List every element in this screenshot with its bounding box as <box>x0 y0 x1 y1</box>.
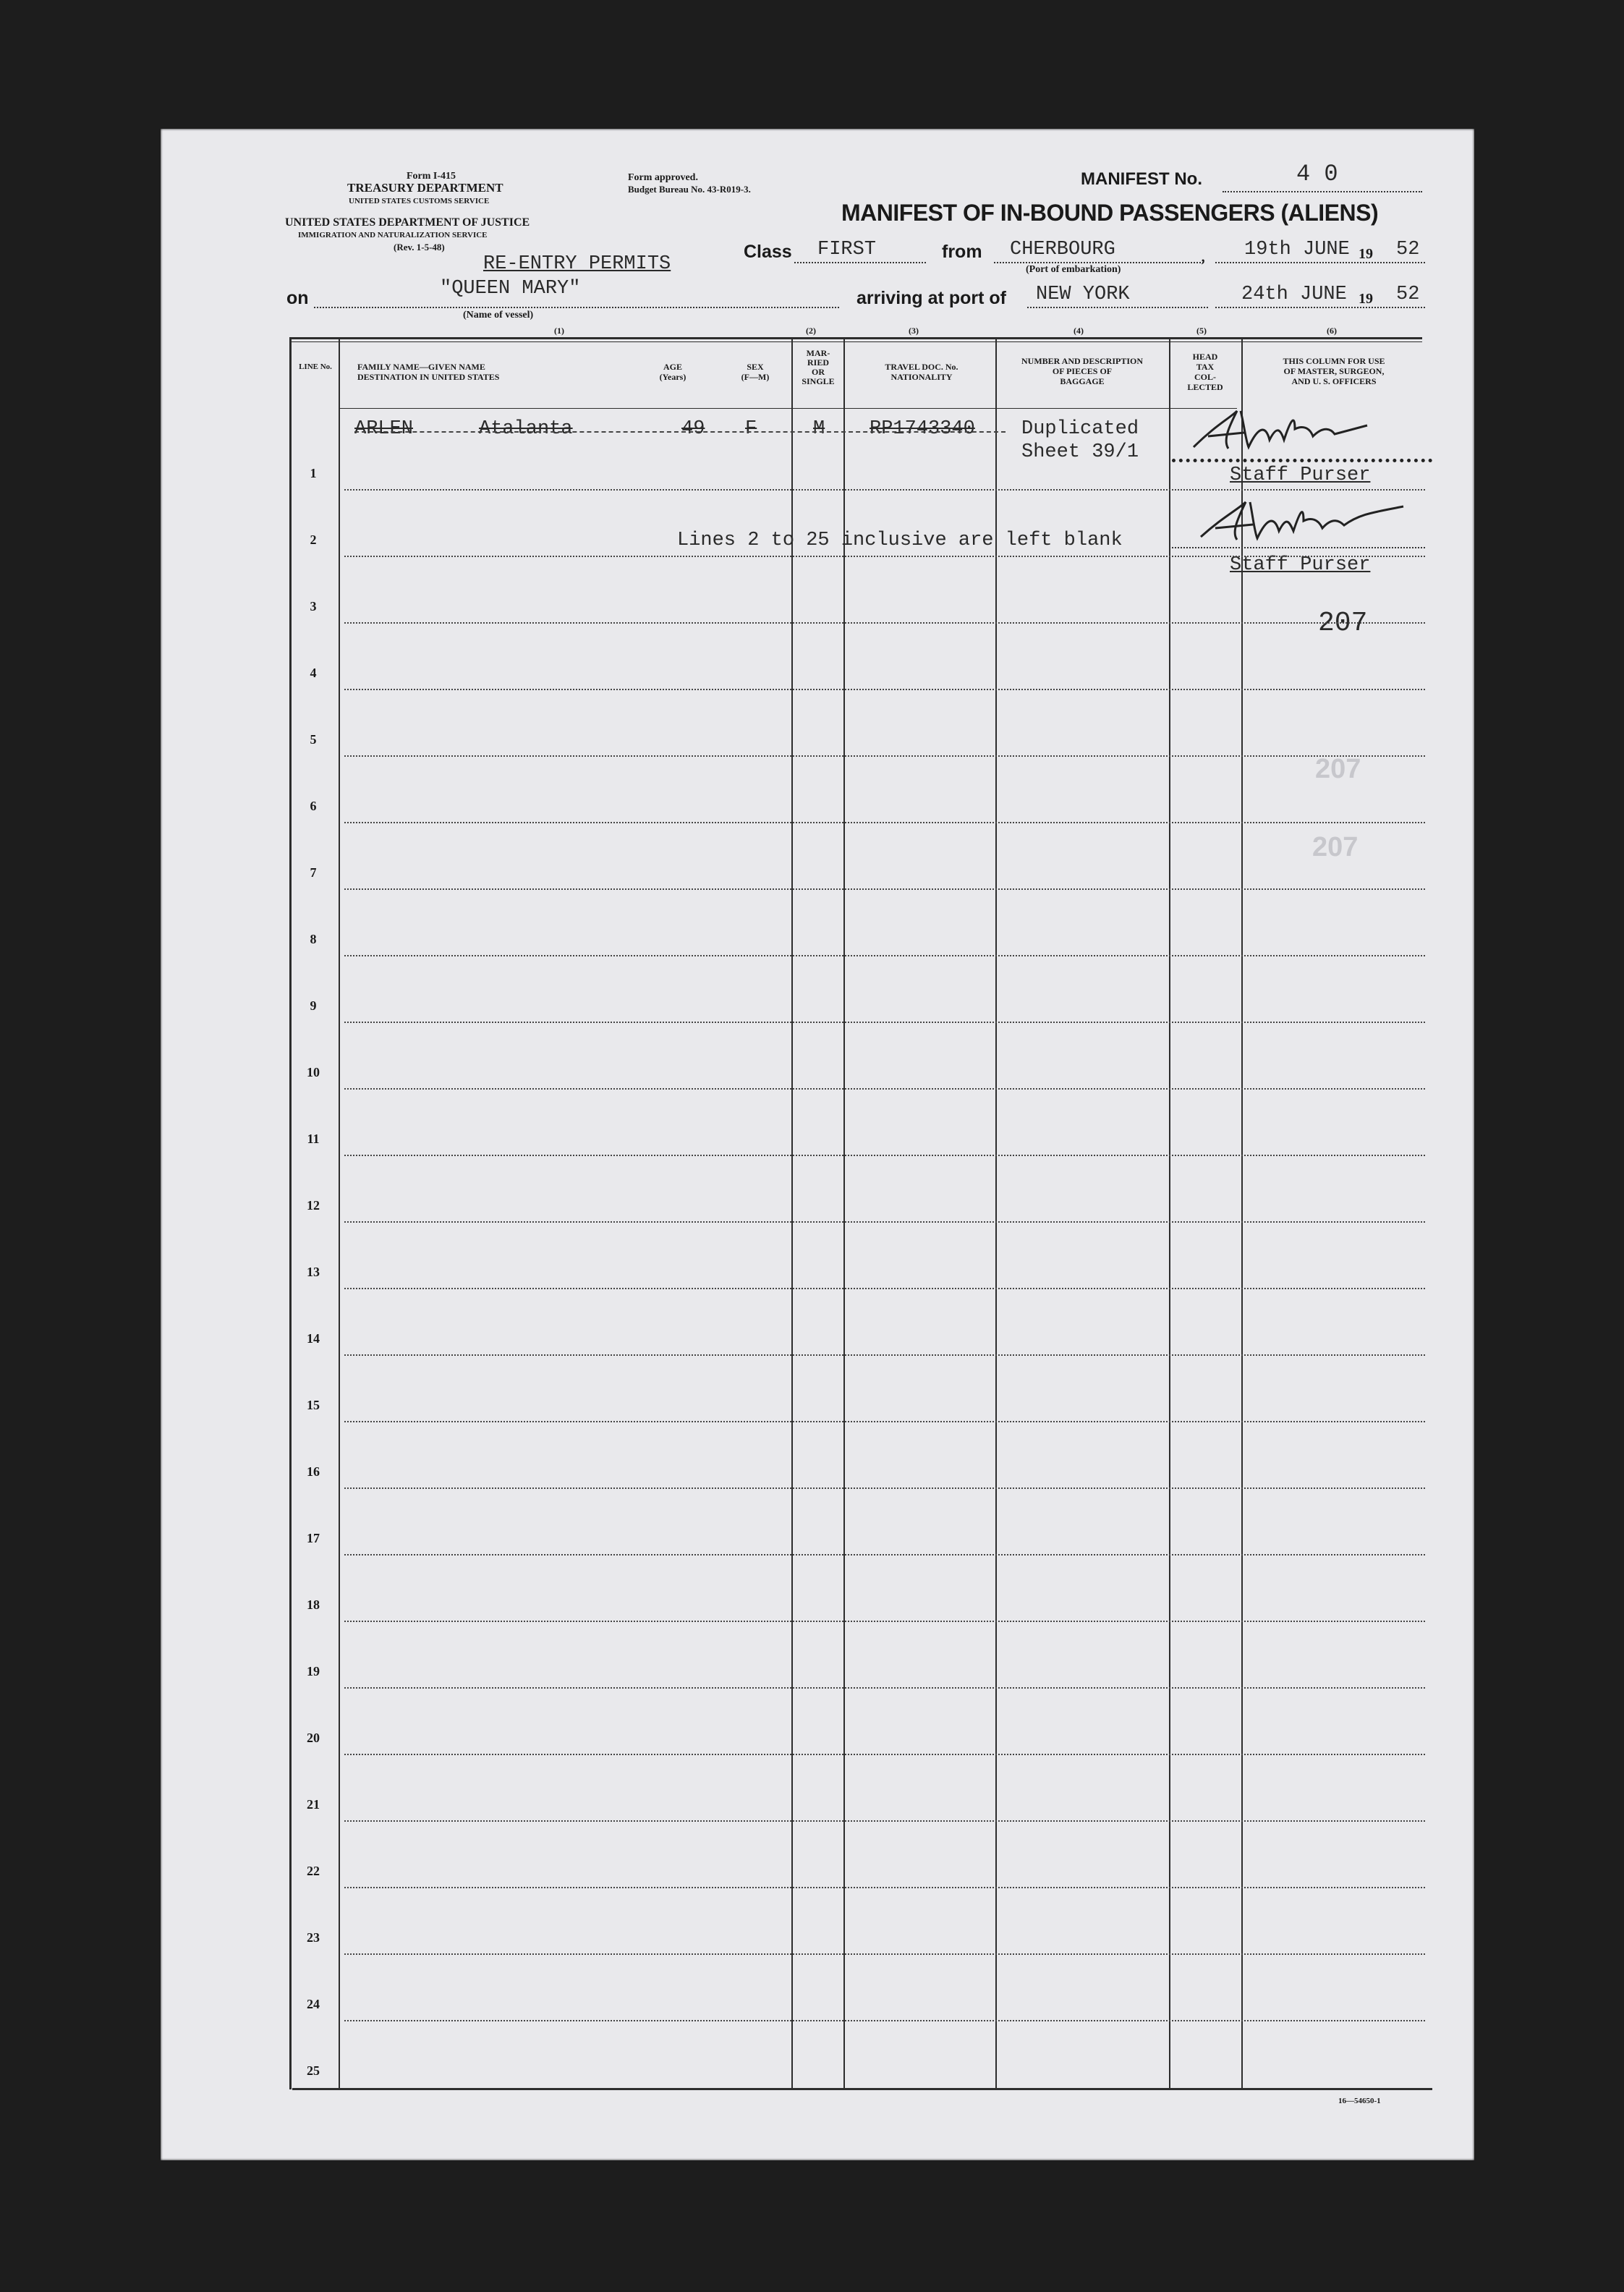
vessel-caption: (Name of vessel) <box>463 310 534 321</box>
line-number: 6 <box>310 799 317 813</box>
agency-customs: UNITED STATES CUSTOMS SERVICE <box>349 197 490 205</box>
line-number: 24 <box>307 1997 320 2011</box>
header-name: FAMILY NAME—GIVEN NAME DESTINATION IN UNITED STATES <box>357 362 500 382</box>
entry-given-name: Atalanta <box>479 418 573 440</box>
header-travel-doc: TRAVEL DOC. No. NATIONALITY <box>885 362 958 382</box>
line-number: 20 <box>307 1731 320 1745</box>
line-number: 17 <box>307 1531 320 1545</box>
blank-lines-note: Lines 2 to 25 inclusive are left blank <box>677 530 1123 551</box>
staff-purser-2: Staff Purser <box>1230 554 1371 576</box>
table-top-border <box>289 337 1422 339</box>
depart-year: 52 <box>1396 239 1420 260</box>
line-number: 2 <box>310 532 317 547</box>
line-number: 13 <box>307 1265 320 1279</box>
line-number: 16 <box>307 1464 320 1479</box>
approval-line-2: Budget Bureau No. 43-R019-3. <box>628 184 751 195</box>
column-number-2: (2) <box>806 326 816 336</box>
row-dotted-line <box>344 822 1425 823</box>
arriving-label: arriving at port of <box>856 288 1006 308</box>
divider-headtax <box>1241 337 1243 2089</box>
row-dotted-line <box>344 1887 1425 1888</box>
column-number-3: (3) <box>909 326 919 336</box>
approval-line-1: Form approved. <box>628 172 698 183</box>
row-dotted-line <box>344 1487 1425 1489</box>
row-dotted-line <box>344 1621 1425 1622</box>
form-revision: (Rev. 1-5-48) <box>394 242 445 252</box>
row-dotted-line <box>344 1820 1425 1822</box>
arrival-date: 24th JUNE <box>1241 284 1347 305</box>
row-dotted-line <box>344 1354 1425 1356</box>
row-dotted-line <box>344 955 1425 956</box>
row-dotted-line <box>344 1022 1425 1023</box>
row-dotted-line <box>344 622 1425 624</box>
form-id: Form I-415 <box>407 171 456 182</box>
class-label: Class <box>744 242 792 262</box>
on-label: on <box>286 288 309 308</box>
row-dotted-line <box>344 1953 1425 1955</box>
table-bottom-border <box>292 2088 1432 2090</box>
line-number: 9 <box>310 998 317 1013</box>
row-dotted-line <box>344 1754 1425 1755</box>
column-number-1: (1) <box>554 326 564 336</box>
table-top-border-inner <box>289 341 1422 342</box>
header-sex: SEX (F—M) <box>741 362 770 382</box>
entry-age: 49 <box>681 418 705 440</box>
column-number-4: (4) <box>1074 326 1084 336</box>
line-number: 22 <box>307 1864 320 1878</box>
manifest-no-label: MANIFEST No. <box>1081 169 1202 189</box>
arrival-port: NEW YORK <box>1036 284 1130 305</box>
row-dotted-line <box>344 556 1425 557</box>
line-number: 15 <box>307 1398 320 1412</box>
row-dotted-line <box>344 1155 1425 1156</box>
arrival-port-underline <box>1027 307 1208 308</box>
purser-signature-2 <box>1194 492 1411 550</box>
divider-travel <box>995 337 997 2089</box>
line-number: 19 <box>307 1664 320 1678</box>
divider-married <box>843 337 845 2089</box>
line-number: 5 <box>310 732 317 747</box>
row-dotted-line <box>344 1088 1425 1090</box>
line-number: 3 <box>310 599 317 614</box>
header-line-no: LINE No. <box>299 362 332 371</box>
entry-married: M <box>813 418 825 440</box>
row-dotted-line <box>344 1288 1425 1289</box>
row-dotted-line <box>344 755 1425 757</box>
faded-stamp-1: 207 <box>1315 754 1361 784</box>
row-dotted-line <box>344 1554 1425 1555</box>
row-dotted-line <box>344 1421 1425 1422</box>
entry-sex: F <box>745 418 757 440</box>
line-number: 1 <box>310 466 317 480</box>
vessel-underline <box>314 307 839 308</box>
line-number: 11 <box>307 1132 320 1146</box>
agency-treasury: TREASURY DEPARTMENT <box>347 181 503 195</box>
arrival-year-prefix: 19 <box>1359 291 1373 307</box>
header-head-tax: HEAD TAX COL- LECTED <box>1187 352 1223 392</box>
line-number: 18 <box>307 1597 320 1612</box>
column-number-6: (6) <box>1327 326 1337 336</box>
line-number: 4 <box>310 666 317 680</box>
divider-name <box>791 337 793 2089</box>
class-value: FIRST <box>817 239 877 260</box>
line-number: 7 <box>310 865 317 880</box>
reentry-permits: RE-ENTRY PERMITS <box>483 253 671 275</box>
header-baggage: NUMBER AND DESCRIPTION OF PIECES OF BAGGAGE <box>1021 356 1144 386</box>
line-number: 14 <box>307 1331 320 1346</box>
from-underline <box>994 262 1204 263</box>
entry-baggage-line1: Duplicated <box>1021 418 1139 440</box>
header-married: MAR- RIED OR SINGLE <box>802 348 835 386</box>
staff-purser-1: Staff Purser <box>1230 464 1371 486</box>
header-officers: THIS COLUMN FOR USE OF MASTER, SURGEON, AND U. S. OFFICERS <box>1283 356 1385 386</box>
row-dotted-line <box>344 888 1425 890</box>
table-left-border <box>289 337 292 2089</box>
class-underline <box>794 262 926 263</box>
line-number: 8 <box>310 932 317 946</box>
depart-year-prefix: 19 <box>1359 246 1373 262</box>
row-dotted-line <box>344 2020 1425 2021</box>
depart-date-underline <box>1215 262 1425 263</box>
header-bottom-rule <box>340 408 1237 409</box>
agency-ins: IMMIGRATION AND NATURALIZATION SERVICE <box>298 231 488 239</box>
stamp-number: 207 <box>1318 608 1368 639</box>
comma: , <box>1201 245 1206 266</box>
agency-justice: UNITED STATES DEPARTMENT OF JUSTICE <box>285 216 530 229</box>
officer-dotted-2 <box>1172 547 1425 548</box>
divider-line-no <box>339 337 340 2089</box>
from-label: from <box>942 242 982 262</box>
row-dotted-line <box>344 689 1425 690</box>
from-value: CHERBOURG <box>1010 239 1115 260</box>
faded-stamp-2: 207 <box>1312 832 1359 862</box>
depart-date: 19th JUNE <box>1244 239 1350 260</box>
entry-family-name: ARLEN <box>354 418 414 440</box>
entry-strike-dashes <box>354 431 1006 433</box>
column-number-5: (5) <box>1196 326 1207 336</box>
entry-travel-doc: RP1743340 <box>870 418 975 440</box>
line-number: 10 <box>307 1065 320 1079</box>
row-dotted-line <box>344 1221 1425 1223</box>
port-embarkation-caption: (Port of embarkation) <box>1026 264 1121 275</box>
arrival-year: 52 <box>1396 284 1420 305</box>
manifest-no-value: 4 0 <box>1296 161 1338 187</box>
arrival-date-underline <box>1215 307 1425 308</box>
entry-baggage-line2: Sheet 39/1 <box>1021 441 1139 463</box>
line-number: 21 <box>307 1797 320 1812</box>
row-dotted-line <box>344 1687 1425 1689</box>
header-age: AGE (Years) <box>659 362 686 382</box>
officer-dotted-1 <box>1172 459 1432 462</box>
vessel-name: "QUEEN MARY" <box>440 278 581 300</box>
row-dotted-line <box>344 489 1425 491</box>
line-number: 12 <box>307 1198 320 1213</box>
manifest-title: MANIFEST OF IN-BOUND PASSENGERS (ALIENS) <box>841 200 1379 226</box>
manifest-no-underline <box>1223 191 1422 192</box>
divider-baggage <box>1169 337 1170 2089</box>
purser-signature-1 <box>1186 396 1389 462</box>
line-number: 25 <box>307 2063 320 2078</box>
line-number: 23 <box>307 1930 320 1945</box>
footer-code: 16—54650-1 <box>1338 2097 1381 2105</box>
